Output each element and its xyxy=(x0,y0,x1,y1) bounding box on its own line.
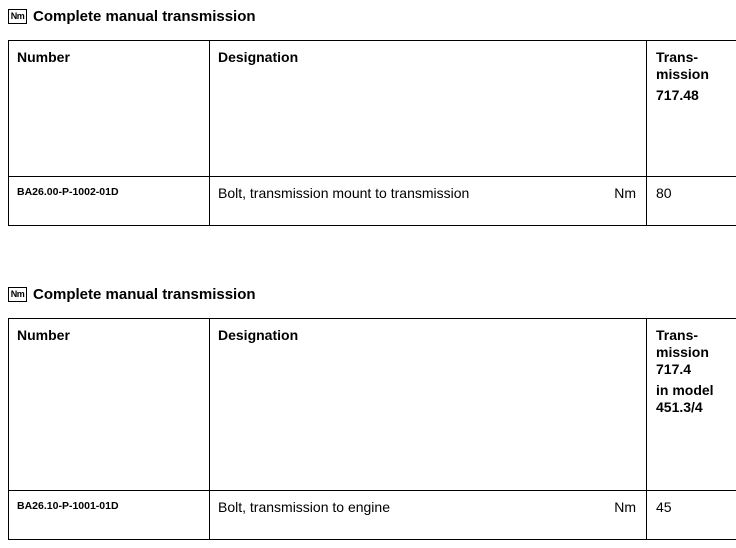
section-title-text: Complete manual transmission xyxy=(33,286,256,303)
header-transmission xyxy=(647,319,736,491)
section-title-text: Complete manual transmission xyxy=(33,8,256,25)
table-header-row xyxy=(9,41,736,177)
row-number: BA26.10-P-1001-01D xyxy=(9,491,210,540)
torque-nm-icon: Nm xyxy=(8,9,27,24)
header-designation: Designation xyxy=(210,41,647,177)
header-transmission-line: Trans- xyxy=(656,327,699,343)
header-transmission-line: Trans- xyxy=(656,49,699,65)
table-header-row xyxy=(9,319,736,491)
row-designation-cell xyxy=(210,491,647,540)
header-transmission-model: 717.4 xyxy=(656,361,692,377)
row-designation: Bolt, transmission to engine xyxy=(218,499,390,515)
header-transmission-line: mission xyxy=(656,344,709,360)
torque-table-2 xyxy=(8,318,736,540)
header-designation: Designation xyxy=(210,319,647,491)
table-row xyxy=(9,491,736,540)
row-unit: Nm xyxy=(614,185,636,201)
row-number: BA26.00-P-1002-01D xyxy=(9,177,210,226)
header-transmission-model: 451.3/4 xyxy=(656,399,703,415)
row-designation: Bolt, transmission mount to transmission xyxy=(218,185,470,201)
row-designation-cell xyxy=(210,177,647,226)
row-value: 45 xyxy=(647,491,736,540)
table-row xyxy=(9,177,736,226)
header-number: Number xyxy=(9,319,210,491)
row-value: 80 xyxy=(647,177,736,226)
section-1-title xyxy=(8,8,256,25)
header-transmission xyxy=(647,41,736,177)
torque-table-1 xyxy=(8,40,736,226)
section-2-title xyxy=(8,286,256,303)
header-transmission-model: 717.48 xyxy=(656,87,699,103)
header-transmission-line: in model xyxy=(656,382,714,398)
header-transmission-line: mission xyxy=(656,66,709,82)
torque-nm-icon: Nm xyxy=(8,287,27,302)
row-unit: Nm xyxy=(614,499,636,515)
header-number: Number xyxy=(9,41,210,177)
